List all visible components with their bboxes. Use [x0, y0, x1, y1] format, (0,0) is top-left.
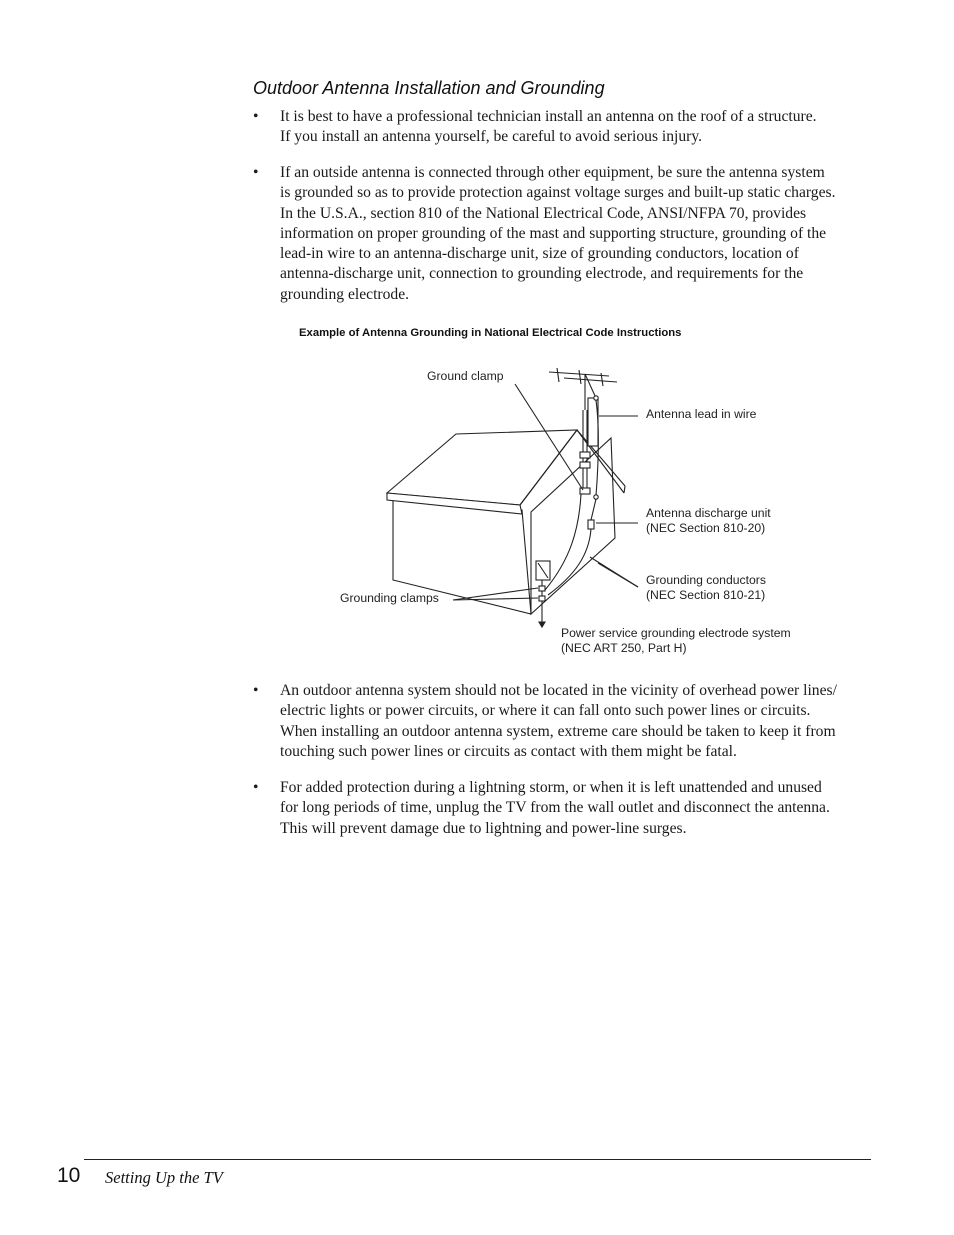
bullet-text: [280, 778, 873, 839]
bullet-dot: •: [253, 108, 259, 125]
label-antenna-lead: Antenna lead in wire: [646, 407, 757, 421]
text-line: antenna-discharge unit, connection to grounding electrode, and requirements for the: [280, 265, 804, 283]
footer-rule: [84, 1159, 871, 1160]
leader-line: [598, 563, 638, 587]
label-power-service: [561, 626, 791, 656]
bullet-dot: •: [253, 164, 259, 181]
label-line: Grounding conductors: [646, 573, 766, 587]
text-line: lead-in wire to an antenna-discharge unit, size of grounding conductors, location of: [280, 245, 799, 263]
text-line: It is best to have a professional technician install an antenna on the roof of a structure.: [280, 108, 817, 125]
text-line: touching such power lines or circuits as contact with them might be fatal.: [280, 742, 737, 760]
label-grounding-clamps: Grounding clamps: [340, 591, 439, 605]
page-number: 10: [57, 1164, 81, 1187]
label-line: (NEC Section 810-20): [646, 521, 766, 535]
label-discharge-unit: [646, 506, 771, 536]
bullet-dot: •: [253, 682, 259, 699]
figure-caption: Example of Antenna Grounding in National Electrical Code Instructions: [299, 327, 682, 339]
text-line: In the U.S.A., section 810 of the National Electrical Code, ANSI/NFPA 70, provides: [280, 204, 807, 222]
bullet-item: [253, 681, 873, 762]
text-line: If you install an antenna yourself, be careful to avoid serious injury.: [280, 128, 703, 146]
text-line: When installing an outdoor antenna system, extreme care should be taken to keep it from: [280, 722, 836, 740]
text-line: For added protection during a lightning storm, or when it is left unattended and unused: [280, 779, 822, 796]
text-line: If an outside antenna is connected through other equipment, be sure the antenna system: [280, 164, 825, 181]
label-line: Power service grounding electrode system: [561, 626, 791, 640]
text-line: grounding electrode.: [280, 285, 410, 303]
bullet-item: [253, 778, 873, 839]
label-line: (NEC Section 810-21): [646, 588, 766, 602]
text-line: electric lights or power circuits, or where it can fall onto such power lines or circuits.: [280, 702, 811, 720]
bullet-dot: •: [253, 779, 259, 796]
text-line: is grounded so as to provide protection against voltage surges and built-up static charges.: [280, 184, 836, 202]
bullet-text: [280, 681, 873, 762]
section-heading: Outdoor Antenna Installation and Grounding: [253, 78, 605, 98]
text-line: This will prevent damage due to lightning and power-line surges.: [280, 819, 687, 837]
label-grounding-conductors: [646, 573, 766, 603]
footer-section-title: Setting Up the TV: [105, 1168, 223, 1187]
text-line: An outdoor antenna system should not be located in the vicinity of overhead power lines/: [280, 682, 837, 699]
label-line: Antenna discharge unit: [646, 506, 771, 520]
label-ground-clamp: Ground clamp: [427, 369, 504, 383]
text-line: for long periods of time, unplug the TV from the wall outlet and disconnect the antenna.: [280, 799, 830, 817]
text-line: information on proper grounding of the mast and supporting structure, grounding of the: [280, 224, 827, 242]
house-illustration: [387, 368, 625, 627]
label-line: (NEC ART 250, Part H): [561, 641, 687, 655]
